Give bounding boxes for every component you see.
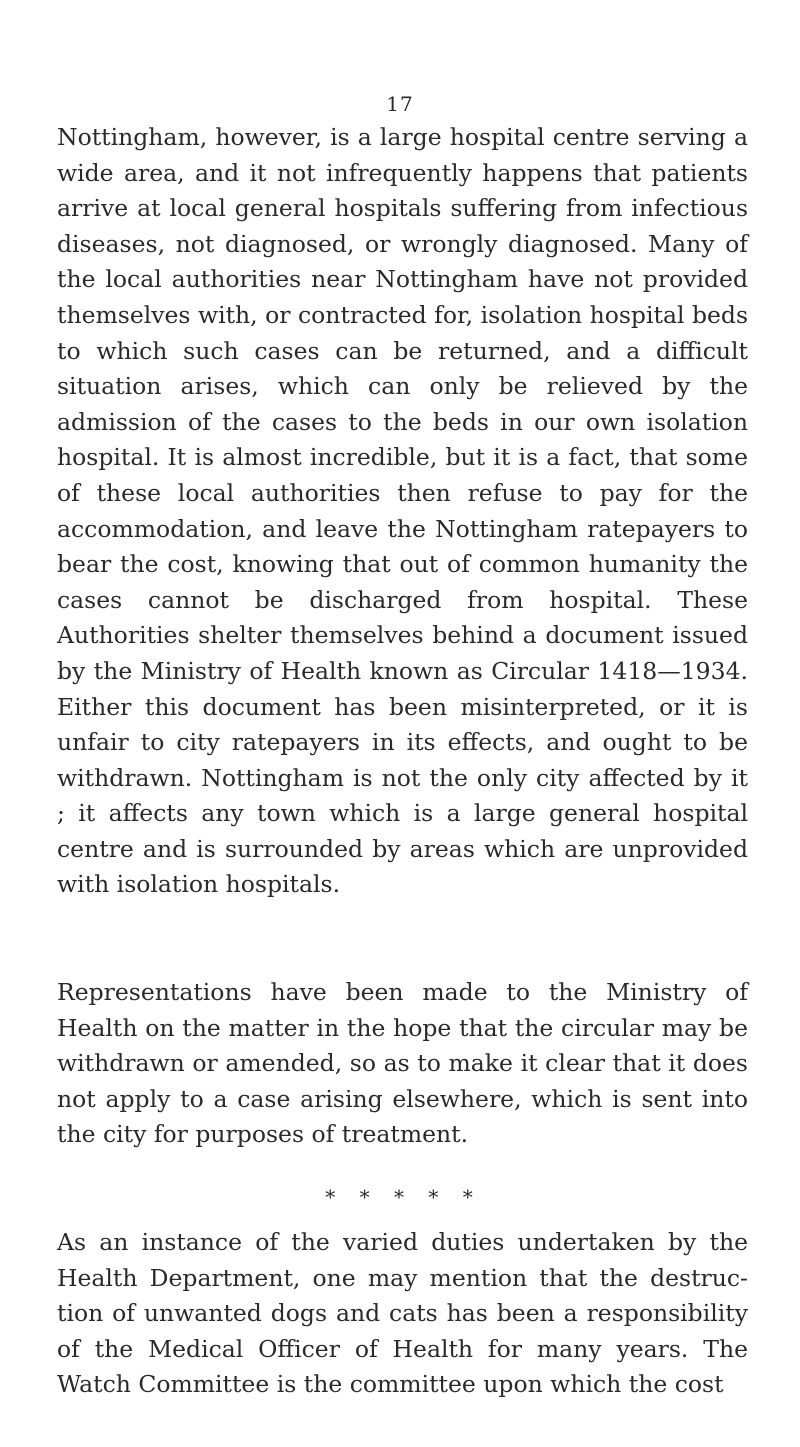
paragraph-isolation-hospitals: Nottingham, however, is a large hospital centre serving a wide area, and it not infrequently happens that patients arrive at local general hospitals suffering from infectious diseases, not diagnosed, or wrongly diagnosed. Many of the local authorities near Nottingham have not provided themselves with, or contracted for, isolation hospital beds to which such cases can be returned, and a difficult situation arises, which can only be relieved by the admission of the cases to the beds in our own isolation hospital. It is almost incredible, but it is a fact, that some of these local authorities then refuse to pay for the accommodation, and leave the Nottingham ratepayers to bear the cost, knowing that out of common humanity the cases cannot be discharged from hospital. These Authorities shelter themselves behind a document issued by the Ministry of Health known as Circular 1418—1934. Either this document has been misinterpreted, or it is unfair to city ratepayers in its effects, and ought to be withdrawn. Nottingham is not the only city affected by it ; it affects any town which is a large general hospital centre and is surrounded by areas which are unprovided with isolation hospitals. <box>57 123 748 899</box>
paragraph-representations: Representations have been made to the Ministry of Health on the matter in the hope that the circular may be withdrawn or amended, so as to make it clear that it does not apply to a case arising elsewhere, which is sent into the city for purposes of treatment. <box>57 978 748 1149</box>
paragraph-dogs-and-cats: As an instance of the varied duties undertaken by the Health Department, one may mention that the destruc- tion of unwanted dogs and cats has been a responsibility of the Medical Officer of Health for many years. The Watch Committee is the committee upon which the cost <box>57 1228 748 1399</box>
page-number: 17 <box>386 92 414 116</box>
section-divider: * * * * * <box>325 1185 475 1209</box>
